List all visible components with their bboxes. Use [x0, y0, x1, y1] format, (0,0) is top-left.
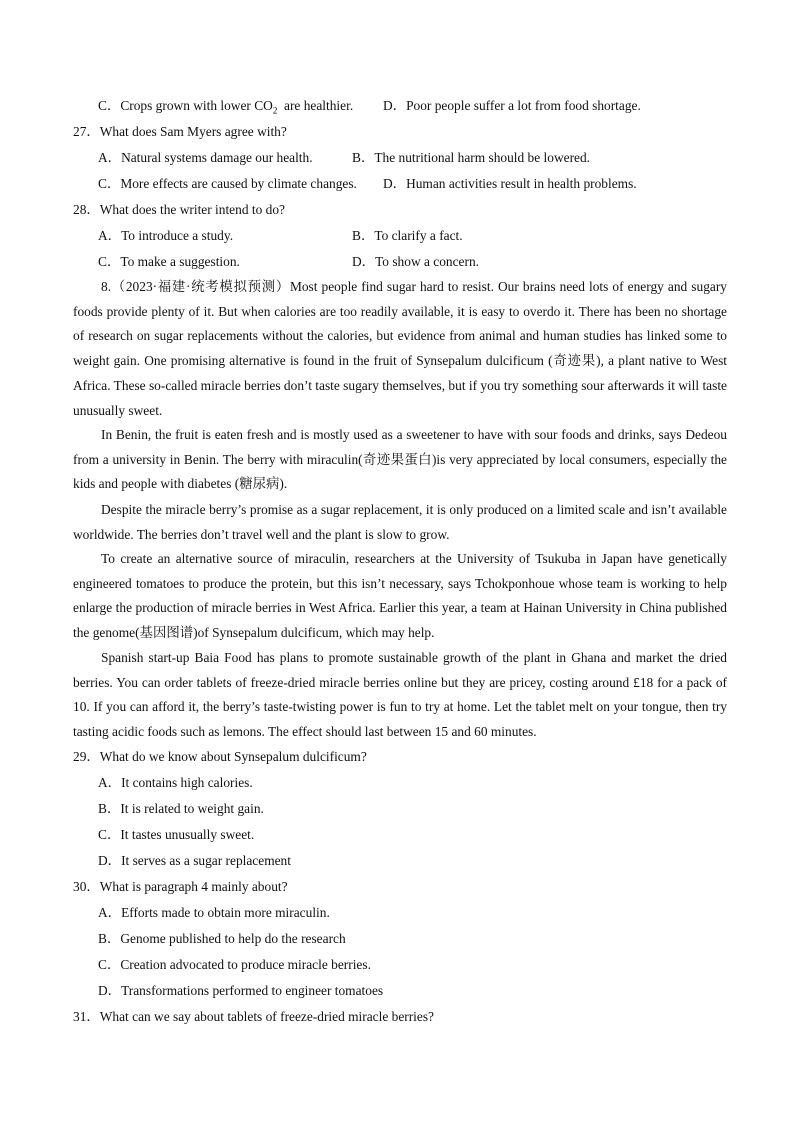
- option-text: It is related to weight gain.: [120, 801, 264, 816]
- option-letter: A: [98, 905, 108, 920]
- option-letter: B: [98, 801, 107, 816]
- q30-option-a: A．Efforts made to obtain more miraculin.: [98, 905, 330, 920]
- passage-paragraph-4: To create an alternative source of miraculin, researchers at the University of Tsukuba in Japan have genetically engineered tomatoes to produce the protein, but this isn’t necessary, says Tchokponhoue whose team is working to help enlarge the production of miracle berries in West Africa. Earlier this year, a team at Hainan University in China published the genome(基因图谱)of Synsepalum dulcificum, which may help.: [73, 551, 727, 641]
- option-text: Crops grown with lower $CO_2$ are healthier.: [120, 98, 354, 116]
- question-29-stem: 29．What do we know about Synsepalum dulcificum?: [73, 749, 367, 764]
- option-text: To make a suggestion.: [120, 254, 240, 269]
- option-letter: B: [98, 931, 107, 946]
- option-letter: A: [98, 775, 108, 790]
- option-text: Transformations performed to engineer tomatoes: [121, 983, 384, 998]
- option-letter: B: [352, 228, 361, 243]
- option-letter: C: [98, 254, 107, 269]
- q27-option-c: C．More effects are caused by climate changes.: [98, 176, 357, 191]
- question-28-stem: 28．What does the writer intend to do?: [73, 202, 285, 217]
- q29-option-d: D．It serves as a sugar replacement: [98, 853, 291, 868]
- q29-option-c: C．It tastes unusually sweet.: [98, 827, 255, 842]
- option-letter: C: [98, 98, 107, 113]
- passage-paragraph-3: Despite the miracle berry’s promise as a sugar replacement, it is only produced on a limited scale and isn’t available worldwide. The berries don’t travel well and the plant is slow to grow.: [73, 502, 727, 542]
- option-letter: D: [352, 254, 362, 269]
- q30-option-c: C．Creation advocated to produce miracle berries.: [98, 957, 371, 972]
- q29-option-a: A．It contains high calories.: [98, 775, 253, 790]
- option-text: Human activities result in health problems.: [406, 176, 637, 191]
- question-30-stem: 30．What is paragraph 4 mainly about?: [73, 879, 288, 894]
- option-letter: D: [383, 98, 393, 113]
- q28-option-d: D．To show a concern.: [352, 254, 479, 269]
- option-text: The nutritional harm should be lowered.: [374, 150, 591, 165]
- option-letter: A: [98, 150, 108, 165]
- option-text: It tastes unusually sweet.: [120, 827, 255, 842]
- option-text: Natural systems damage our health.: [121, 150, 313, 165]
- option-text: It contains high calories.: [121, 775, 253, 790]
- prev-option-c: C．Crops grown with lower $CO_2$ are healthier.: [98, 98, 354, 116]
- q27-option-b: B．The nutritional harm should be lowered.: [352, 150, 591, 165]
- q28-option-b: B．To clarify a fact.: [352, 228, 463, 243]
- option-letter: D: [98, 853, 108, 868]
- option-letter: C: [98, 957, 107, 972]
- q27-option-a: A．Natural systems damage our health.: [98, 150, 313, 165]
- option-text: Creation advocated to produce miracle berries.: [120, 957, 371, 972]
- option-letter: C: [98, 827, 107, 842]
- option-text: Efforts made to obtain more miraculin.: [121, 905, 330, 920]
- option-text: To introduce a study.: [121, 228, 234, 243]
- q28-option-a: A．To introduce a study.: [98, 228, 234, 243]
- question-31-stem: 31．What can we say about tablets of freeze-dried miracle berries?: [73, 1009, 434, 1024]
- passage-paragraph-2: In Benin, the fruit is eaten fresh and is mostly used as a sweetener to have with sour foods and drinks, says Dedeou from a university in Benin. The berry with miraculin(奇迹果蛋白)is very appreciated by local consumers, especially the kids and people with diabetes (糖尿病).: [73, 427, 727, 492]
- option-letter: D: [383, 176, 393, 191]
- option-text: Genome published to help do the research: [120, 931, 346, 946]
- passage-paragraph-1: 8.（2023·福建·统考模拟预测）Most people find sugar hard to resist. Our brains need lots of energy and sugary foods provide plenty of it. But when calories are too readily available, it is easy to overdo it. There has been no shortage of research on sugar replacements without the calories, but evidence from animal and human studies has linked some to weight gain. One promising alternative is found in the fruit of Synsepalum dulcificum (奇迹果), a plant native to West Africa. These so-called miracle berries don’t taste sugary themselves, but if you try something sour afterwards it will taste unusually sweet.: [73, 279, 727, 418]
- option-text: It serves as a sugar replacement: [121, 853, 291, 868]
- question-27-stem: 27．What does Sam Myers agree with?: [73, 124, 287, 139]
- option-text: To clarify a fact.: [374, 228, 463, 243]
- option-text: To show a concern.: [375, 254, 479, 269]
- q29-option-b: B．It is related to weight gain.: [98, 801, 264, 816]
- q27-option-d: D．Human activities result in health problems.: [383, 176, 637, 191]
- q30-option-b: B．Genome published to help do the research: [98, 931, 346, 946]
- prev-option-d: D．Poor people suffer a lot from food shortage.: [383, 98, 641, 113]
- passage-paragraph-5: Spanish start-up Baia Food has plans to promote sustainable growth of the plant in Ghana and market the dried berries. You can order tablets of freeze-dried miracle berries online but they are pricey, costing around £18 for a pack of 10. If you can afford it, the berry’s taste-twisting power is fun to try at home. Let the tablet melt on your tongue, then try tasting acidic foods such as lemons. The effect should last between 15 and 60 minutes.: [73, 650, 727, 740]
- option-letter: D: [98, 983, 108, 998]
- q30-option-d: D．Transformations performed to engineer tomatoes: [98, 983, 384, 998]
- option-letter: B: [352, 150, 361, 165]
- option-text: More effects are caused by climate changes.: [120, 176, 357, 191]
- option-text: Poor people suffer a lot from food shortage.: [406, 98, 641, 113]
- q28-option-c: C．To make a suggestion.: [98, 254, 240, 269]
- option-letter: A: [98, 228, 108, 243]
- option-letter: C: [98, 176, 107, 191]
